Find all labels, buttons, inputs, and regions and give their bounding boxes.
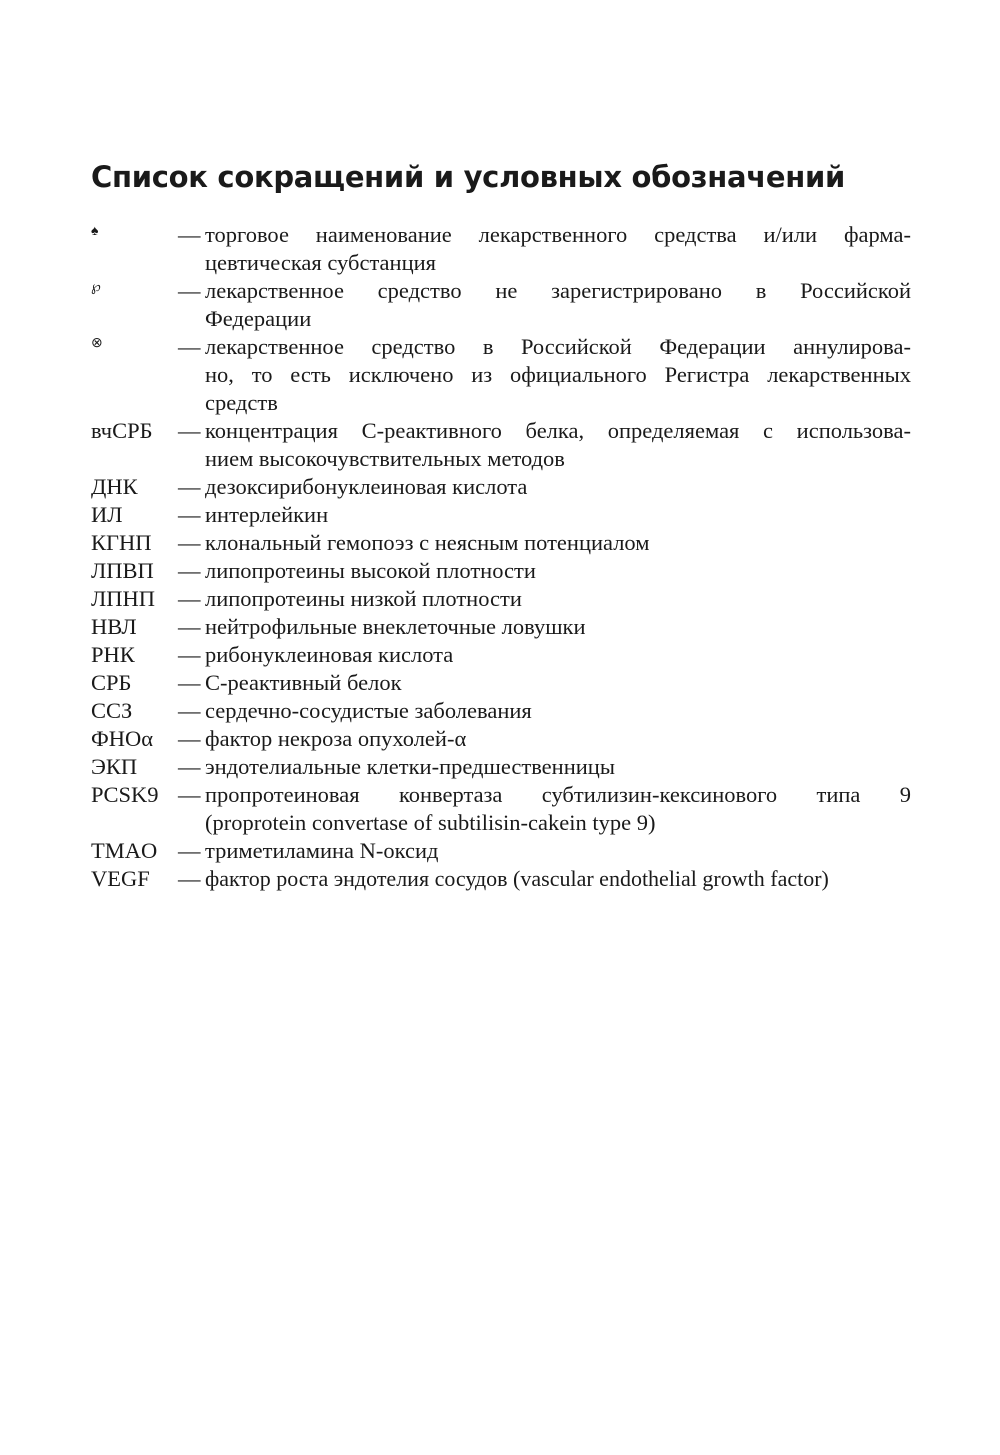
unregistered-symbol-icon: ℘ [91,280,101,295]
dash: — [178,278,201,303]
dash: — [178,558,201,583]
list-item [91,613,911,641]
list-item [91,417,911,473]
term: ИЛ [91,502,123,527]
term: СРБ [91,670,132,695]
definition: пропротеиновая конвертаза субтилизин-кексинового типа 9 (proprotein convertase of subtilisin-cakein type 9) [205,782,911,835]
dash: — [178,530,201,555]
term: ФНОα [91,726,154,751]
definition: рибонуклеиновая кислота [205,642,454,667]
dash: — [178,670,201,695]
page-title: Список сокращений и условных обозначений [91,160,846,194]
definition: лекарственное средство в Российской Федерации аннулирова- но, то есть исключено из официального Регистра лекарственных средств [205,334,911,415]
dash: — [178,754,201,779]
list-item [91,781,911,837]
dash: — [178,418,201,443]
abbreviation-list [91,221,911,893]
definition: дезоксирибонуклеиновая кислота [205,474,528,499]
list-item [91,501,911,529]
list-item [91,333,911,417]
definition: липопротеины низкой плотности [205,586,522,611]
list-item [91,753,911,781]
term: ДНК [91,474,138,499]
definition: фактор роста эндотелия сосудов (vascular endothelial growth factor) [205,866,829,891]
dash: — [178,726,201,751]
trade-name-symbol-icon: ♠ [91,224,99,239]
list-item [91,641,911,669]
term: ССЗ [91,698,133,723]
dash: — [178,222,201,247]
dash: — [178,838,201,863]
definition: эндотелиальные клетки-предшественницы [205,754,615,779]
definition: интерлейкин [205,502,329,527]
dash: — [178,782,201,807]
term: TMAO [91,838,158,863]
definition: С-реактивный белок [205,670,402,695]
list-item [91,865,911,893]
definition: триметиламина N-оксид [205,838,439,863]
term: ЭКП [91,754,138,779]
definition: сердечно-сосудистые заболевания [205,698,532,723]
list-item [91,669,911,697]
dash: — [178,866,201,891]
term: ЛПВП [91,558,154,583]
dash: — [178,502,201,527]
term: VEGF [91,866,150,891]
dash: — [178,334,201,359]
list-item [91,697,911,725]
list-item [91,473,911,501]
definition: фактор некроза опухолей-α [205,726,467,751]
list-item [91,557,911,585]
list-item [91,529,911,557]
definition: клональный гемопоэз с неясным потенциалом [205,530,650,555]
definition: липопротеины высокой плотности [205,558,536,583]
list-item [91,837,911,865]
dash: — [178,698,201,723]
list-item [91,585,911,613]
term: ЛПНП [91,586,156,611]
list-item [91,725,911,753]
annulled-symbol-icon: ⊗ [91,336,103,351]
dash: — [178,474,201,499]
term: PCSK9 [91,782,159,807]
dash: — [178,586,201,611]
definition: концентрация С-реактивного белка, определяемая с использова- нием высокочувствительных методов [205,418,911,471]
list-item [91,277,911,333]
definition: нейтрофильные внеклеточные ловушки [205,614,586,639]
term: РНК [91,642,135,667]
definition: торговое наименование лекарственного средства и/или фарма- цевтическая субстанция [205,222,911,275]
dash: — [178,614,201,639]
term: КГНП [91,530,152,555]
definition: лекарственное средство не зарегистрировано в Российской Федерации [205,278,911,331]
dash: — [178,642,201,667]
term: вчСРБ [91,418,153,443]
list-item [91,221,911,277]
term: НВЛ [91,614,137,639]
